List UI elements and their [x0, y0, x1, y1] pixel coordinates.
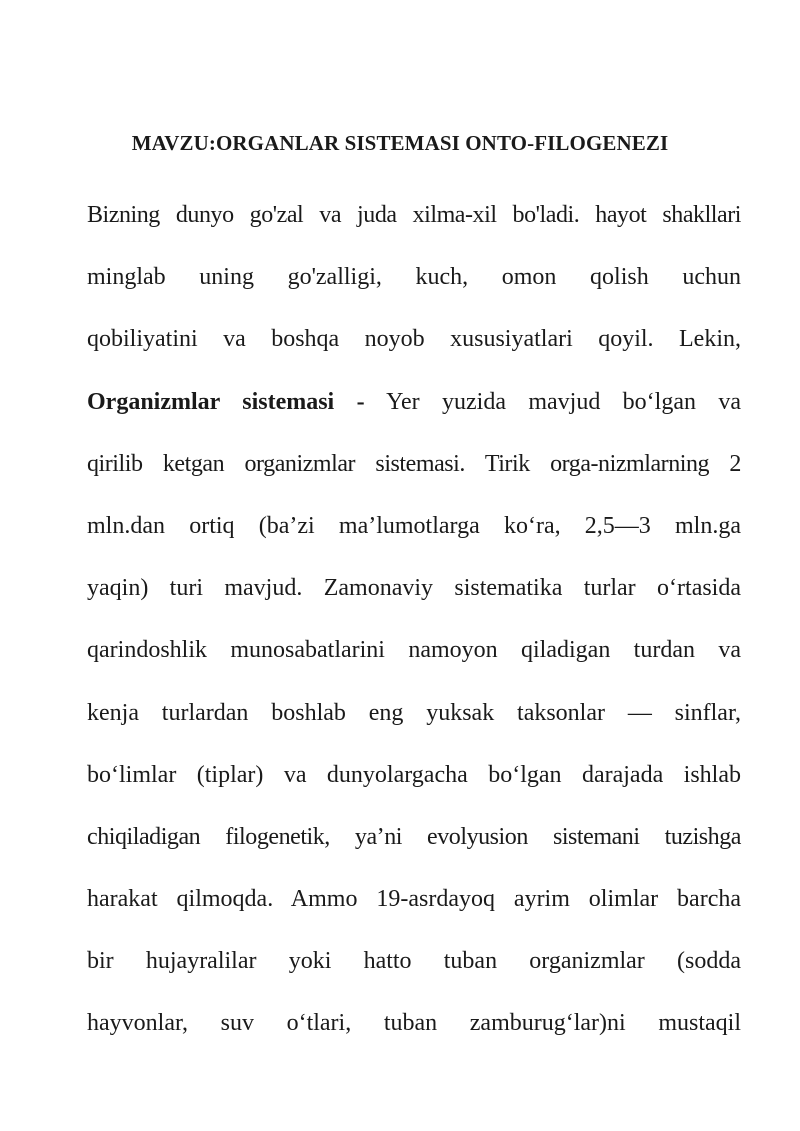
term-definition-text: Yer yuzida mavjud bo‘lgan va: [386, 388, 742, 415]
text-line: qarindoshlik munosabatlarini namoyon qiladigan turdan va: [87, 637, 741, 664]
document-title: MAVZU:ORGANLAR SISTEMASI ONTO-FILOGENEZI: [131, 131, 669, 155]
text-line-with-term: [87, 371, 741, 433]
text-line: bo‘limlar (tiplar) va dunyolargacha bo‘lgan darajada ishlab: [87, 761, 741, 788]
text-line: minglab uning go'zalligi, kuch, omon qolish uchun: [87, 264, 741, 291]
document-body: [87, 184, 741, 1055]
term-definition-label: Organizmlar sistemasi -: [87, 388, 365, 415]
text-line: qobiliyatini va boshqa noyob xususiyatlari qoyil. Lekin,: [87, 326, 741, 353]
text-line: harakat qilmoqda. Ammo 19-asrdayoq ayrim olimlar barcha: [87, 886, 741, 913]
text-line: chiqiladigan filogenetik, ya’ni evolyusion sistemani tuzishga: [87, 823, 741, 850]
text-line: qirilib ketgan organizmlar sistemasi. Tirik orga-nizmlarning 2: [87, 450, 741, 477]
text-line: Bizning dunyo go'zal va juda xilma-xil bo'ladi. hayot shakllari: [87, 202, 741, 228]
text-line: bir hujayralilar yoki hatto tuban organizmlar (sodda: [87, 948, 741, 975]
text-line: kenja turlardan boshlab eng yuksak taksonlar — sinflar,: [87, 699, 741, 726]
text-line: mln.dan ortiq (ba’zi ma’lumotlarga ko‘ra, 2,5—3 mln.ga: [87, 512, 741, 539]
text-line: yaqin) turi mavjud. Zamonaviy sistematika turlar o‘rtasida: [87, 575, 741, 602]
text-line: hayvonlar, suv o‘tlari, tuban zamburug‘lar)ni mustaqil: [87, 1010, 741, 1037]
